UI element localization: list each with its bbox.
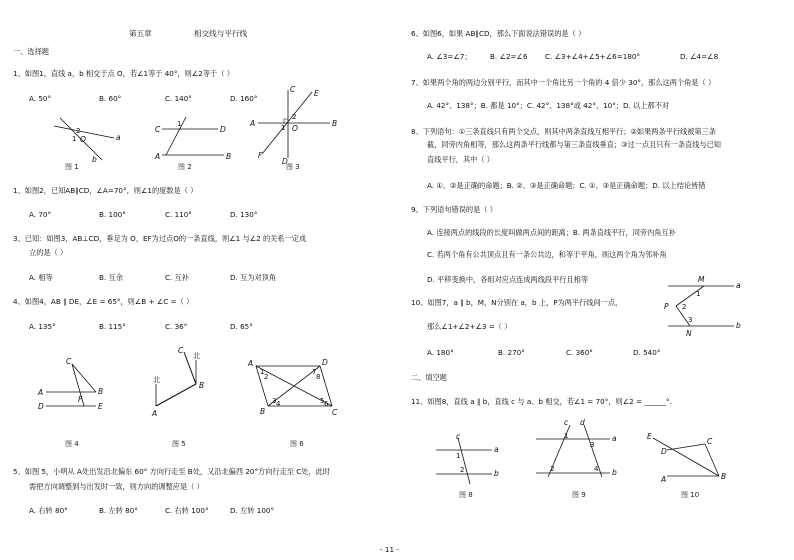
svg-text:E: E [647, 432, 652, 441]
svg-text:a: a [116, 133, 121, 142]
figure-8 [430, 430, 510, 494]
svg-text:d: d [580, 418, 585, 427]
svg-text:4: 4 [276, 400, 281, 408]
q10-option-d: D. 540° [633, 348, 661, 357]
q3-option-d: D. 互为对顶角 [230, 273, 277, 282]
q7-options: A. 42°、138°；B. 都是 10°；C. 42°、138°或 42°、10°；D. 以上都不对 [427, 101, 670, 110]
chapter-title: 相交线与平行线 [194, 29, 248, 38]
svg-text:B: B [98, 387, 104, 396]
svg-text:8: 8 [316, 373, 321, 381]
figure-4-caption: 图 4 [65, 440, 79, 448]
svg-text:1: 1 [564, 432, 569, 440]
q2-option-b: B. 100° [99, 210, 126, 219]
figure-6-caption: 图 6 [290, 440, 304, 448]
svg-text:5: 5 [320, 397, 325, 405]
figure-3-caption: 图 3 [286, 163, 300, 171]
svg-text:2: 2 [76, 127, 81, 135]
q1-text: 1、如图1，直线 a，b 相交于点 O，若∠1等于 40°，则∠2等于（ ） [13, 69, 234, 78]
figure-6 [244, 358, 344, 422]
svg-text:C: C [66, 357, 72, 366]
svg-text:c: c [456, 432, 461, 441]
q4-text: 4、如图4，AB ∥ DE，∠E = 65°，则∠B + ∠C =（ ） [13, 297, 194, 306]
q3-option-b: B. 互余 [99, 273, 123, 282]
figure-9-caption: 图 9 [572, 491, 586, 499]
q2-option-c: C. 110° [165, 210, 192, 219]
svg-text:N: N [686, 329, 692, 338]
q8-line-1: 8、下列语句：①三条直线只有两个交点，则其中两条直线互相平行；②如果两条平行线被第三条 [411, 127, 716, 136]
q11-text: 11、如图8，直线 a ∥ b，直线 c 与 a、b 相交，若∠1 = 70°，则∠2 = ______°. [411, 397, 672, 406]
svg-text:a: a [612, 434, 617, 443]
svg-text:A: A [155, 152, 161, 161]
svg-text:O: O [80, 135, 86, 144]
svg-text:M: M [698, 275, 705, 284]
q2-text: 1、如图2，已知AB∥CD，∠A=70°，则∠1的度数是（ ） [13, 186, 198, 195]
svg-text:1: 1 [260, 368, 265, 376]
q10-option-b: B. 270° [498, 348, 525, 357]
svg-text:b: b [92, 155, 97, 164]
figure-1-caption: 图 1 [65, 163, 79, 171]
svg-text:2: 2 [550, 465, 555, 473]
q8-options: A. ①、②是正确的命题；B. ②、③是正确命题；C. ①、③是正确命题；D. 以上结论皆错 [427, 181, 706, 190]
section-choice-heading: 一、选择题 [13, 47, 49, 56]
svg-text:3: 3 [272, 397, 277, 405]
q7-text: 7、如果两个角的两边分别平行，而其中一个角比另一个角的 4 倍少 30°，那么这两个角是（ ） [411, 78, 716, 87]
svg-text:2: 2 [264, 373, 269, 381]
q10-line-2: 那么∠1+∠2+∠3 =（ ） [427, 322, 512, 331]
q10-option-a: A. 180° [427, 348, 454, 357]
svg-text:3: 3 [590, 441, 595, 449]
svg-text:B: B [226, 152, 232, 161]
svg-text:a: a [494, 445, 499, 454]
svg-text:1: 1 [456, 452, 461, 460]
svg-text:C: C [332, 408, 338, 417]
q5-option-a: A. 右转 80° [29, 506, 68, 515]
q6-option-a: A. ∠3=∠7； [427, 52, 472, 61]
page-number: - 11 - [380, 545, 399, 554]
figure-7 [648, 274, 748, 348]
svg-text:2: 2 [292, 113, 297, 121]
svg-text:1: 1 [72, 135, 77, 143]
q1-option-b: B. 60° [99, 94, 122, 103]
svg-text:1: 1 [177, 120, 182, 128]
q9-option-d: D. 平移变换中，各组对应点连成两线段平行且相等 [427, 275, 589, 284]
svg-text:B: B [332, 119, 338, 128]
q10-line-1: 10、如图7，a ∥ b，M，N分别在 a，b 上，P为两平行线间一点， [411, 298, 623, 307]
svg-text:1: 1 [281, 124, 286, 132]
svg-text:2: 2 [682, 303, 687, 311]
figure-5-caption: 图 5 [172, 440, 186, 448]
figure-10-caption: 图 10 [681, 491, 700, 499]
q2-option-d: D. 130° [230, 210, 258, 219]
svg-text:F: F [258, 151, 263, 160]
svg-text:D: D [38, 402, 44, 411]
q5-option-d: D. 左转 100° [230, 506, 275, 515]
svg-text:6: 6 [324, 400, 329, 408]
svg-text:b: b [736, 321, 741, 330]
svg-text:1: 1 [696, 290, 701, 298]
svg-text:E: E [314, 89, 319, 98]
q6-option-b: B. ∠2=∠6 [490, 52, 528, 61]
svg-text:A: A [38, 388, 44, 397]
svg-text:a: a [736, 281, 741, 290]
q1-option-c: C. 140° [165, 94, 192, 103]
q1-option-d: D. 160° [230, 94, 258, 103]
figure-2-caption: 图 2 [178, 163, 192, 171]
q1-option-a: A. 50° [29, 94, 52, 103]
q4-option-c: C. 36° [165, 322, 188, 331]
svg-text:4: 4 [594, 465, 599, 473]
figure-10 [645, 430, 735, 494]
chapter-label: 第五章 [129, 29, 152, 38]
q6-option-d: D. ∠4=∠8 [680, 52, 719, 61]
svg-text:O: O [292, 124, 298, 133]
svg-text:C: C [707, 437, 713, 446]
svg-text:A: A [250, 119, 256, 128]
svg-text:P: P [664, 302, 669, 311]
svg-text:B: B [721, 472, 727, 481]
svg-text:C: C [290, 85, 296, 94]
figure-4 [36, 356, 116, 420]
svg-text:b: b [494, 469, 499, 478]
figure-1 [50, 116, 120, 170]
figure-8-caption: 图 8 [459, 491, 473, 499]
svg-text:A: A [248, 359, 254, 368]
figure-9 [532, 417, 622, 491]
figure-3 [248, 86, 348, 165]
q5-option-c: C. 右转 100° [165, 506, 209, 515]
svg-text:D: D [322, 358, 328, 367]
q6-text: 6、如图6，如果 AB∥CD，那么下面说法错误的是（ ） [411, 29, 586, 38]
svg-text:北: 北 [153, 376, 160, 384]
svg-text:b: b [612, 468, 617, 477]
q3-option-c: C. 互补 [165, 273, 189, 282]
q3-option-a: A. 相等 [29, 273, 53, 282]
q5-line-1: 5、如图 5，小明从 A处出发沿北偏东 60° 方向行走至 B处，又沿北偏西 20°方向行走至 C处，此时 [13, 467, 331, 476]
svg-text:3: 3 [688, 316, 693, 324]
svg-text:A: A [152, 409, 158, 418]
q5-option-b: B. 左转 80° [99, 506, 138, 515]
q4-option-b: B. 115° [99, 322, 126, 331]
svg-text:北: 北 [193, 352, 200, 360]
svg-text:C: C [155, 125, 161, 134]
q2-option-a: A. 70° [29, 210, 52, 219]
svg-text:D: D [220, 125, 226, 134]
figure-5 [144, 344, 214, 428]
q4-option-d: D. 65° [230, 322, 253, 331]
q3-line-2: 立的是（ ） [29, 248, 68, 257]
svg-text:B: B [260, 407, 266, 416]
svg-text:c: c [564, 418, 569, 427]
q8-line-3: 直线平行，其中（ ） [427, 155, 494, 164]
q9-text: 9、下列语句错误的是（ ） [411, 205, 497, 214]
svg-text:D: D [661, 447, 667, 456]
svg-text:D: D [282, 157, 288, 166]
svg-text:7: 7 [312, 368, 317, 376]
q9-option-ab: A. 连接两点的线段的长度叫做两点间的距离；B. 两条直线平行，同旁内角互补 [427, 228, 676, 237]
q10-option-c: C. 360° [566, 348, 593, 357]
svg-text:E: E [98, 402, 103, 411]
q4-option-a: A. 135° [29, 322, 56, 331]
svg-text:2: 2 [460, 466, 465, 474]
svg-text:F: F [78, 395, 83, 404]
section-fill-heading: 二、填空题 [411, 373, 447, 382]
q3-line-1: 3、已知：如图3，AB⊥CD，垂足为 O，EF为过点O的一条直线，则∠1 与∠2 的关系一定成 [13, 234, 307, 243]
svg-text:C: C [178, 346, 184, 355]
figure-2 [152, 113, 232, 167]
q6-option-c: C. ∠3+∠4+∠5+∠6=180° [545, 52, 641, 61]
q8-line-2: 截，同旁内角相等，那么这两条平行线都与第三条直线垂直；③过一点且只有一条直线与已知 [427, 140, 721, 149]
svg-text:B: B [199, 381, 205, 390]
q5-line-2: 需把方向调整到与出发时一致，则方向的调整应是（ ） [29, 482, 204, 491]
svg-text:A: A [661, 475, 667, 484]
q9-option-c: C. 若两个角有公共顶点且有一条公共边，和等于平角，则这两个角为邻补角 [427, 250, 667, 259]
